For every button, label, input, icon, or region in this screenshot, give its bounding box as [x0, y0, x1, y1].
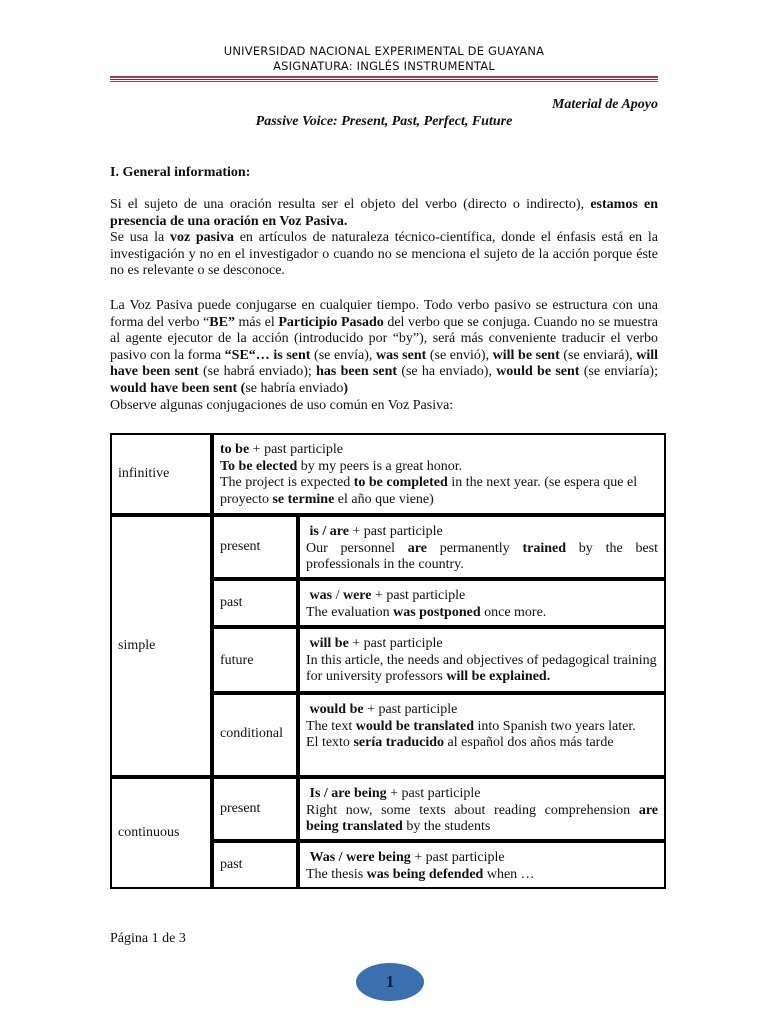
text: The thesis [306, 866, 367, 882]
document-title: Passive Voice: Present, Past, Perfect, Future [255, 114, 513, 129]
line [220, 475, 658, 508]
content-cell-continuous-past [298, 841, 666, 889]
bold-text: will be explained. [446, 669, 551, 685]
text: del verbo que se conjuga. Cuando no se muestra al agente ejecutor de la acción (introducido por “by”), será más conveniente traducir el verbo pasivo con la forma [110, 314, 658, 363]
text: Our personnel [306, 540, 408, 556]
bold-text: Was / were being [309, 850, 411, 865]
text: Se usa la [110, 230, 170, 246]
bold-text: are [407, 540, 427, 556]
line [306, 636, 658, 653]
line [306, 524, 658, 541]
text: Right now, some texts about reading comprehension [306, 802, 639, 818]
bold-text: Is / are being [309, 786, 387, 801]
text: + past participle [371, 588, 466, 603]
text: (se envió), [426, 347, 493, 363]
bold-text: would be [309, 702, 364, 717]
paragraph-intro [110, 197, 658, 280]
text: + past participle [410, 850, 505, 865]
text: The text [306, 718, 356, 734]
text: (se ha enviado), [397, 364, 497, 380]
bold-text: is / are [309, 524, 349, 539]
document-header [0, 44, 768, 74]
tense-cell-simple-past [212, 579, 298, 627]
text: + past participle [363, 702, 458, 717]
tense-label: conditional [220, 726, 283, 741]
tense-label: future [220, 653, 254, 668]
line [306, 541, 658, 574]
paragraph-conjugation [110, 298, 658, 414]
text: once more. [480, 604, 547, 620]
tense-label: past [220, 857, 243, 872]
bold-text: would be sent [496, 364, 580, 380]
line [306, 653, 658, 686]
line [220, 459, 658, 476]
content-cell-infinitive [212, 433, 666, 515]
text: (se envía), [310, 347, 377, 363]
text: (se habrá enviado); [198, 364, 317, 380]
text: (se enviaría); [579, 364, 658, 380]
content-cell-simple-future [298, 627, 666, 693]
line [220, 442, 658, 459]
text: + past participle [249, 442, 343, 457]
tense-label: present [220, 539, 261, 554]
text: by my peers is a great honor. [297, 458, 463, 474]
text: when … [483, 866, 535, 882]
text: In this article, the needs and objectives of pedagogical training for university professors [306, 652, 657, 685]
content-cell-simple-present [298, 515, 666, 579]
tense-cell-continuous-past [212, 841, 298, 889]
label-cell-infinitive [110, 433, 212, 515]
bold-text: to be completed [353, 475, 448, 491]
conjugation-table [110, 433, 666, 889]
bold-text: will be [309, 636, 349, 651]
text: El texto [306, 735, 354, 751]
text: el año que viene) [334, 491, 434, 507]
bold-text: ) [343, 380, 348, 396]
content-cell-simple-past [298, 579, 666, 627]
text: by the students [402, 819, 491, 835]
tense-cell-simple-future [212, 627, 298, 693]
text: into Spanish two years later. [474, 718, 636, 734]
bold-text: sería traducido [353, 735, 445, 751]
bold-text: would be translated [355, 718, 474, 734]
bold-text: will have been sent [110, 347, 658, 380]
text: The project is expected [220, 475, 354, 491]
bold-text: were [342, 588, 372, 603]
text: in the next year. (se espera que el proyecto [220, 475, 638, 507]
content-cell-continuous-present [298, 777, 666, 841]
bold-text: “SE“… is sent [224, 347, 311, 363]
content-cell-simple-conditional [298, 693, 666, 777]
bold-text: trained [522, 540, 567, 556]
row-label: simple [118, 638, 156, 653]
bold-text: was postponed [393, 604, 481, 620]
tense-cell-simple-conditional [212, 693, 298, 777]
line [306, 735, 658, 752]
text: by the best professionals in the country. [306, 540, 659, 573]
bold-text: voz pasiva [169, 230, 234, 246]
text: / [332, 588, 343, 603]
bold-text: was [309, 588, 333, 603]
bold-text: BE” [209, 314, 235, 330]
header-rule-top [110, 76, 658, 78]
row-label: infinitive [118, 466, 170, 481]
line [306, 605, 658, 622]
line [306, 588, 658, 605]
page-number: Página 1 de 3 [110, 931, 186, 946]
tense-label: past [220, 595, 243, 610]
bold-text: are being translated [306, 802, 658, 835]
line [306, 850, 658, 867]
material-label: Material de Apoyo [551, 97, 658, 112]
label-cell-simple [110, 515, 212, 777]
text: The evaluation [306, 604, 394, 620]
bold-text: would have been sent ( [110, 380, 246, 396]
text: más el [234, 314, 279, 330]
bold-text: was sent [376, 347, 427, 363]
text: Observe algunas conjugaciones de uso común en Voz Pasiva: [110, 397, 454, 413]
line [306, 867, 658, 884]
bold-text: se termine [272, 491, 335, 507]
bold-text: estamos en presencia de una oración en Voz Pasiva. [110, 197, 658, 229]
course-name: ASIGNATURA: INGLÉS INSTRUMENTAL [273, 59, 495, 73]
bold-text: to be [220, 442, 250, 457]
text: se habría enviado [245, 380, 344, 396]
text: La Voz Pasiva puede conjugarse en cualquier tiempo. Todo verbo pasivo se estructura con una forma del verbo “ [110, 298, 658, 330]
header-rule-middle [110, 79, 658, 80]
header-rule-bottom [110, 81, 658, 82]
line [306, 719, 658, 736]
row-label: continuous [118, 825, 180, 840]
text: + past participle [348, 636, 443, 651]
text: Si el sujeto de una oración resulta ser el objeto del verbo (directo o indirecto), [110, 197, 591, 212]
bold-text: has been sent [316, 364, 398, 380]
line [306, 786, 658, 803]
tense-label: present [220, 801, 261, 816]
bold-text: will be sent [492, 347, 560, 363]
text: + past participle [386, 786, 481, 801]
text: (se enviará), [559, 347, 637, 363]
text: permanently [426, 540, 523, 556]
line [306, 702, 658, 719]
page-badge: 1 [356, 963, 424, 1001]
tense-cell-continuous-present [212, 777, 298, 841]
section-heading: I. General information: [110, 165, 251, 180]
bold-text: To be elected [220, 458, 298, 474]
label-cell-continuous [110, 777, 212, 889]
text: al español dos años más tarde [444, 735, 614, 751]
text: + past participle [348, 524, 443, 539]
university-name: UNIVERSIDAD NACIONAL EXPERIMENTAL DE GUAYANA [223, 44, 545, 58]
text: en artículos de naturaleza técnico-científica, donde el énfasis está en la investigación y no en el investigador o cuando no se menciona el sujeto de la acción porque éste no es relevante o se desconoce. [110, 230, 658, 279]
bold-text: Participio Pasado [278, 314, 384, 330]
line [306, 803, 658, 836]
tense-cell-simple-present [212, 515, 298, 579]
bold-text: was being defended [366, 866, 484, 882]
